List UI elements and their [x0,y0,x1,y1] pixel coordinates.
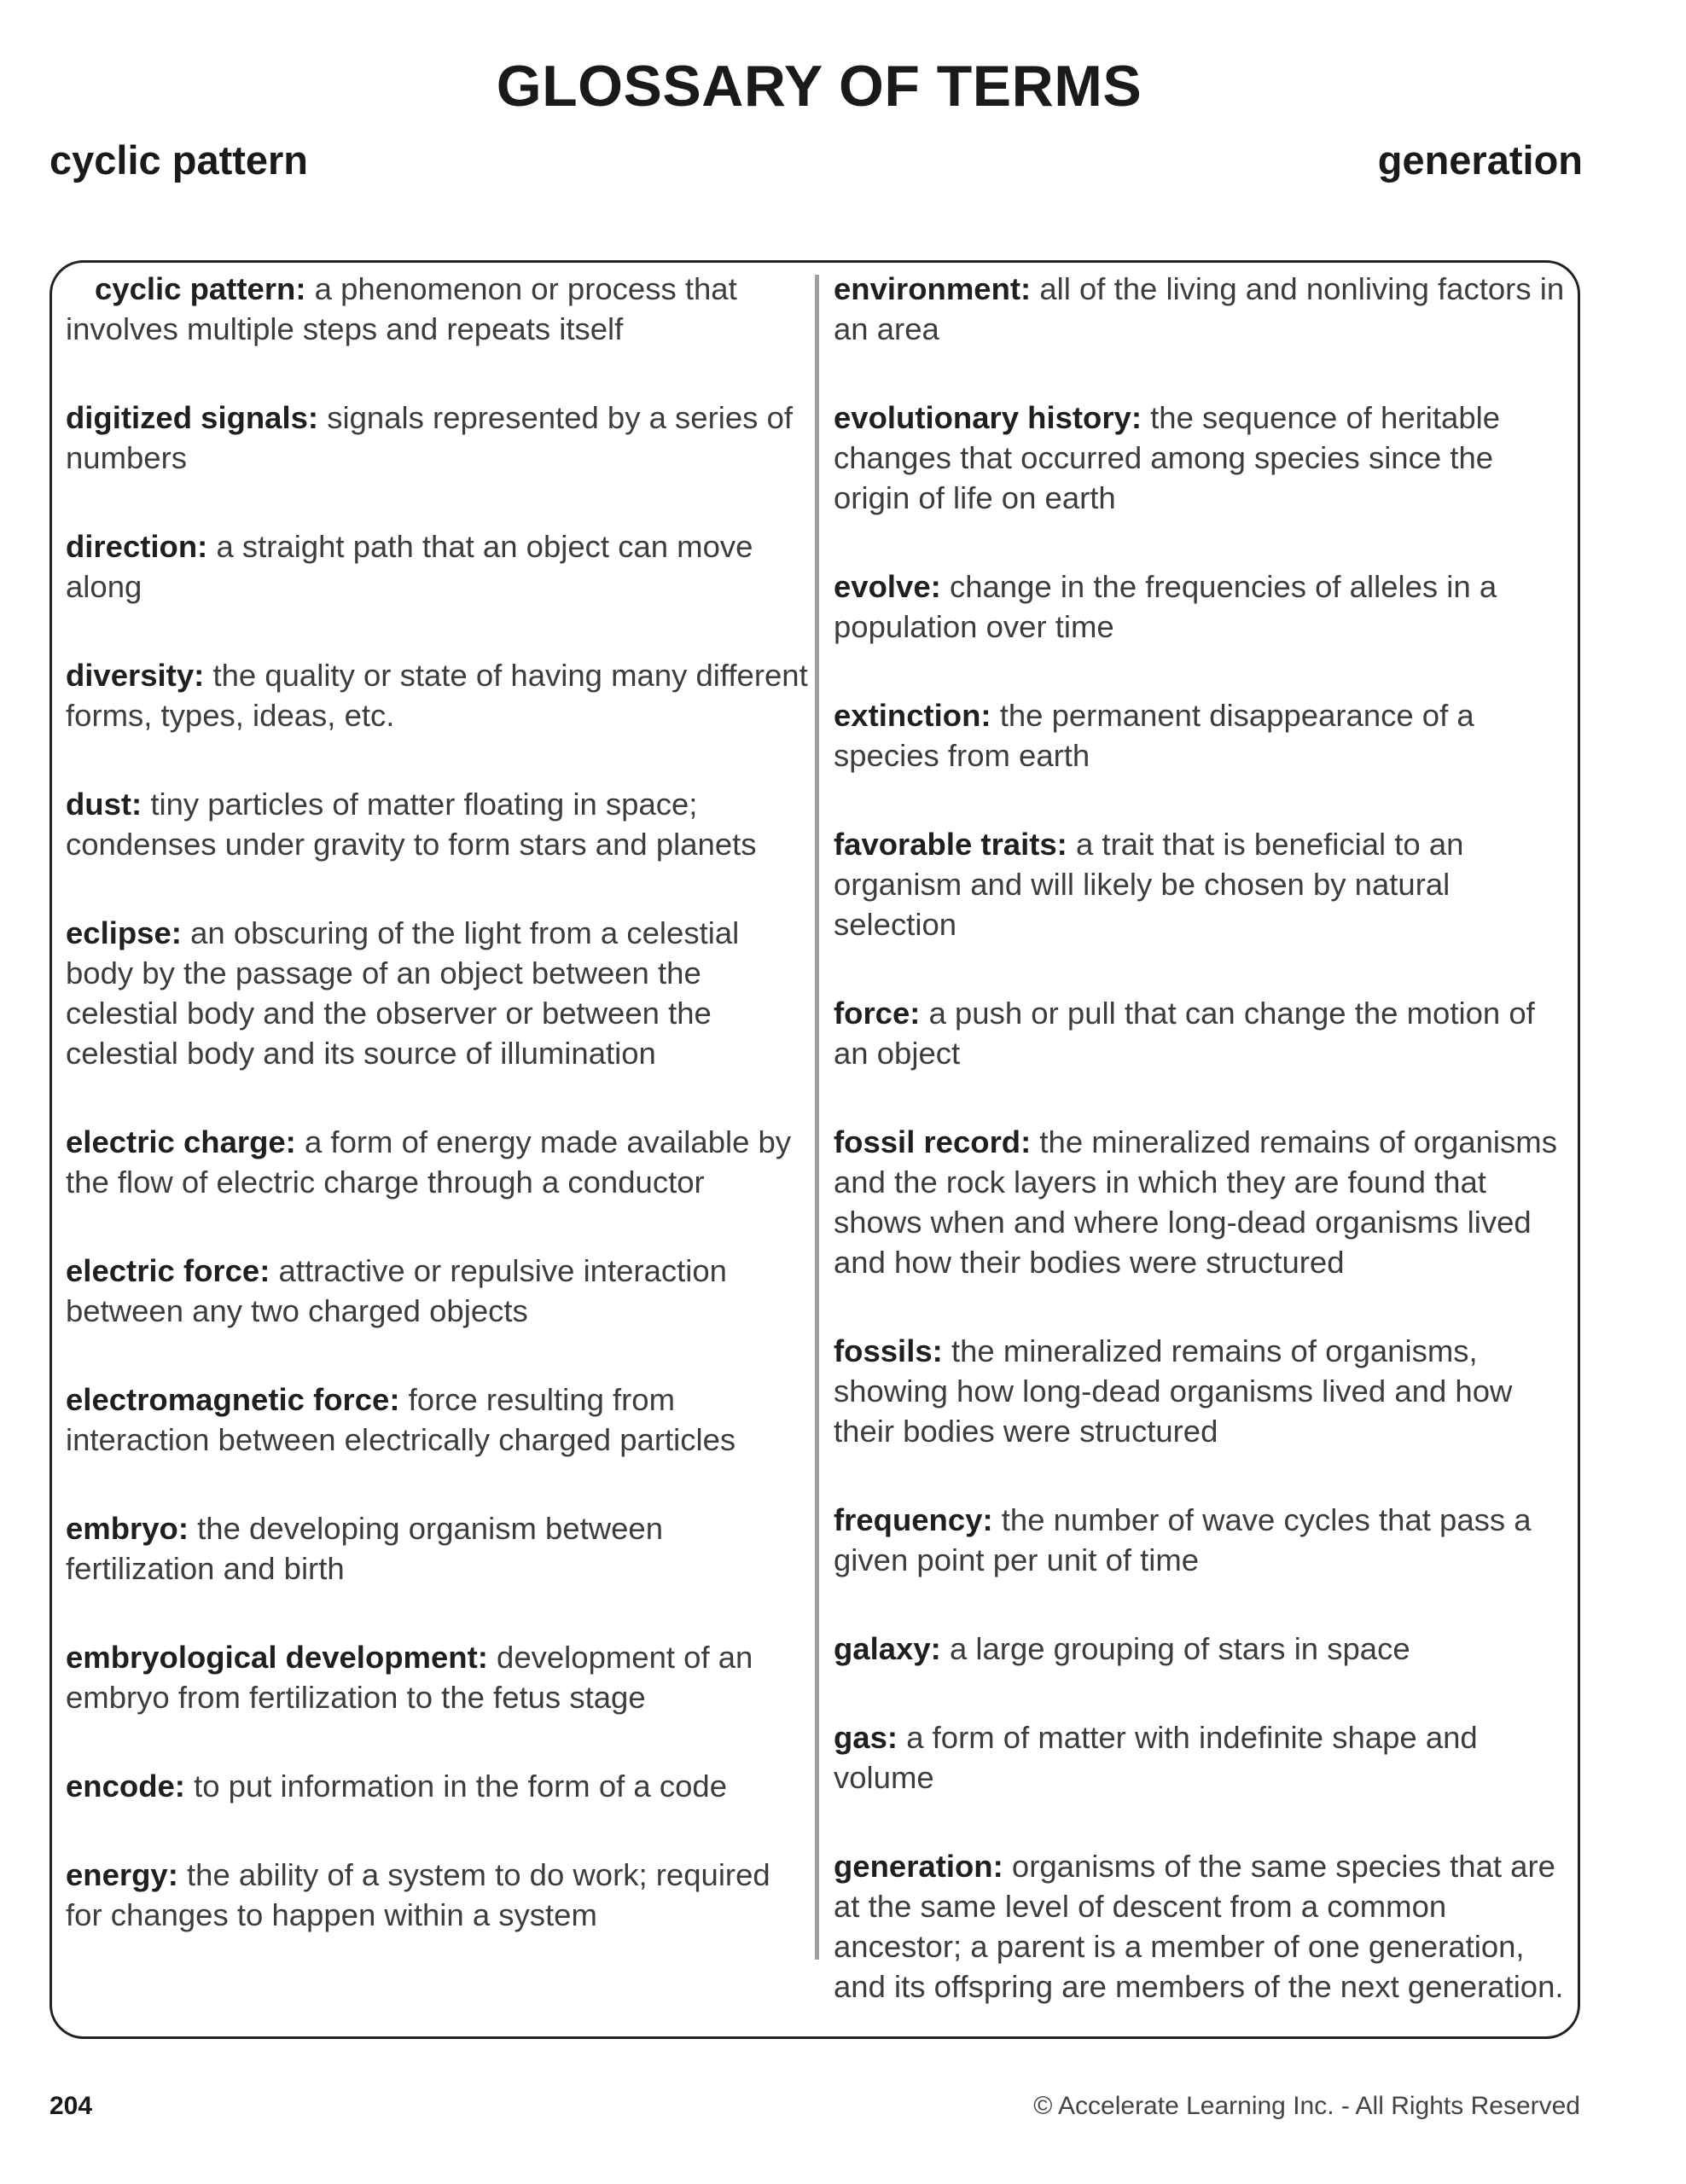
glossary-entry [834,993,1576,1073]
glossary-definition: a trait that is beneficial to an organism and will likely be chosen by natural selection [834,827,1464,942]
glossary-definition: a push or pull that can change the motion of an object [834,996,1535,1071]
glossary-definition: all of the living and nonliving factors in an area [834,271,1565,346]
glossary-column-left [66,269,808,1984]
glossary-definition: a straight path that an object can move along [66,529,753,604]
glossary-definition: a large grouping of stars in space [940,1631,1410,1666]
glossary-entry [66,655,808,735]
glossary-term: encode: [66,1769,185,1804]
glossary-term: generation: [834,1849,1003,1884]
glossary-entry [834,1500,1576,1580]
glossary-definition: a form of energy made available by the flow of electric charge through a conductor [66,1124,792,1199]
glossary-term: electric force: [66,1253,270,1288]
page-number: 204 [49,2092,93,2120]
glossary-entry [834,1122,1576,1282]
glossary-term: cyclic pattern: [95,271,306,306]
glossary-definition: attractive or repulsive interaction between any two charged objects [66,1253,727,1328]
glossary-definition: the permanent disappearance of a species from earth [834,698,1474,773]
page-title: GLOSSARY OF TERMS [496,54,1142,119]
glossary-definition: signals represented by a series of numbers [66,400,794,475]
glossary-term: fossils: [834,1333,943,1368]
glossary-term: embryo: [66,1511,189,1546]
glossary-term: direction: [66,529,208,564]
glossary-term: dust: [66,787,142,822]
glossary-entry [834,1846,1576,2007]
glossary-term: evolve: [834,569,941,604]
glossary-term: electromagnetic force: [66,1382,400,1417]
glossary-definition: development of an embryo from fertilization to the fetus stage [66,1640,753,1715]
glossary-term: energy: [66,1857,178,1892]
glossary-entry [66,784,808,864]
glossary-term: favorable traits: [834,827,1067,862]
glossary-term: gas: [834,1720,898,1755]
glossary-entry [834,269,1576,349]
glossary-term: environment: [834,271,1032,306]
glossary-term: galaxy: [834,1631,941,1666]
glossary-term: digitized signals: [66,400,319,435]
glossary-entry [834,566,1576,647]
glossary-definition: the developing organism between fertilization and birth [66,1511,663,1586]
glossary-definition: a form of matter with indefinite shape and volume [834,1720,1478,1795]
glossary-term: eclipse: [66,915,182,950]
guide-word-first: cyclic pattern [49,137,309,183]
glossary-definition: the quality or state of having many different forms, types, ideas, etc. [66,658,808,733]
glossary-definition: to put information in the form of a code [184,1769,727,1804]
glossary-entry [834,1629,1576,1669]
column-divider [815,275,819,1960]
glossary-entry [834,1717,1576,1798]
glossary-entry [834,695,1576,775]
glossary-term: diversity: [66,658,205,693]
glossary-definition: force resulting from interaction between electrically charged particles [66,1382,736,1457]
glossary-entry [66,1380,808,1460]
glossary-entry [66,269,808,349]
glossary-term: force: [834,996,921,1031]
glossary-entry [66,1766,808,1806]
guide-word-last: generation [1377,137,1583,183]
glossary-term: evolutionary history: [834,400,1142,435]
glossary-definition: the mineralized remains of organisms, showing how long-dead organisms lived and how their bodies were structured [834,1333,1513,1449]
glossary-term: frequency: [834,1502,993,1537]
glossary-entry [66,1122,808,1202]
glossary-definition: the sequence of heritable changes that occurred among species since the origin of life on earth [834,400,1501,515]
glossary-definition: a phenomenon or process that involves multiple steps and repeats itself [66,271,737,346]
glossary-term: fossil record: [834,1124,1032,1159]
glossary-entry [66,1855,808,1935]
glossary-definition: the ability of a system to do work; required for changes to happen within a system [66,1857,770,1932]
glossary-entry [834,824,1576,944]
glossary-entry [66,1251,808,1331]
glossary-entry [66,1508,808,1589]
glossary-term: extinction: [834,698,991,733]
glossary-entry [66,526,808,607]
glossary-definition: change in the frequencies of alleles in a population over time [834,569,1497,644]
glossary-definition: the number of wave cycles that pass a given point per unit of time [834,1502,1532,1577]
glossary-term: electric charge: [66,1124,296,1159]
glossary-column-right [834,269,1576,2055]
glossary-entry [66,398,808,478]
glossary-definition: the mineralized remains of organisms and the rock layers in which they are found that shows when and where long-dead organisms lived and how their bodies were structured [834,1124,1557,1280]
glossary-definition: tiny particles of matter floating in space; condenses under gravity to form stars and planets [66,787,757,862]
glossary-entry [66,913,808,1073]
glossary-definition: an obscuring of the light from a celestial body by the passage of an object between the celestial body and the observer or between the celestial body and its source of illumination [66,915,740,1071]
glossary-entry [834,398,1576,518]
glossary-entry [834,1331,1576,1451]
glossary-entry [66,1637,808,1717]
copyright-notice: © Accelerate Learning Inc. - All Rights Reserved [1033,2092,1580,2120]
glossary-definition: organisms of the same species that are at the same level of descent from a common ancestor; a parent is a member of one generation, and its offspring are members of the next generation. [834,1849,1564,2004]
glossary-term: embryological development: [66,1640,488,1675]
